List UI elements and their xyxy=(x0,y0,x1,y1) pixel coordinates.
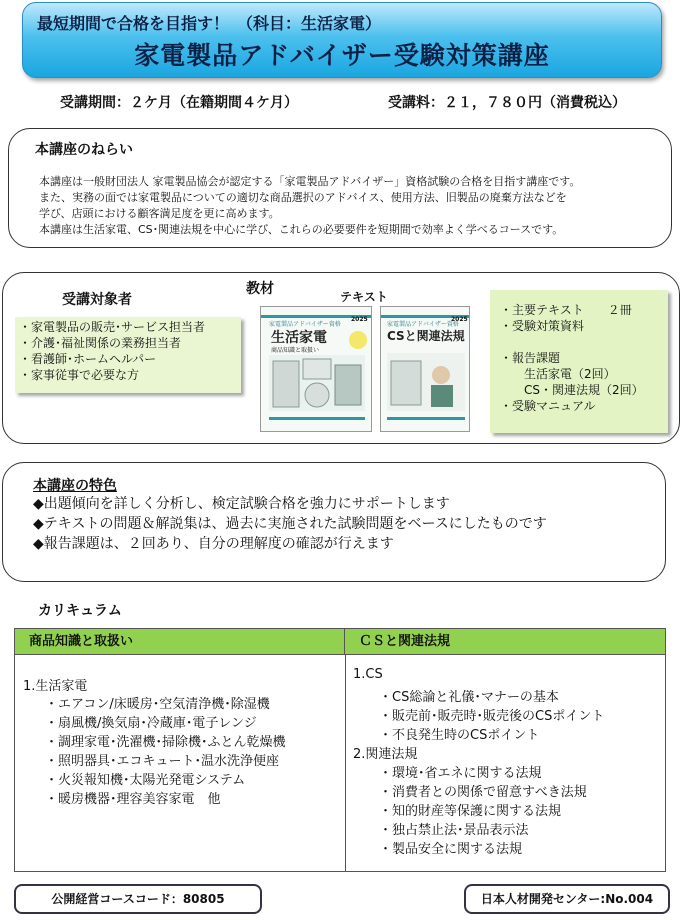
curriculum-item: ・製品安全に関する法規 xyxy=(379,842,523,857)
curriculum-heading: カリキュラム xyxy=(38,603,122,619)
book-series: 家電製品アドバイザー資格 xyxy=(387,321,459,328)
aim-line: 本講座は一般財団法人 家電製品協会が認定する「家電製品アドバイザー」資格試験の合格を目指す講座です。 xyxy=(39,175,581,188)
curriculum-item: ・知的財産等保護に関する法規 xyxy=(379,804,562,819)
curriculum-item: ・販売前･販売時･販売後のCSポイント xyxy=(379,709,605,724)
book-title: 生活家電 xyxy=(271,330,327,346)
period-info: 受講期間：２ケ月（在籍期間４ケ月） xyxy=(60,95,298,111)
course-title: 家電製品アドバイザー受験対策講座 xyxy=(134,41,550,70)
left-column-header: 商品知識と取扱い xyxy=(15,629,345,655)
curriculum-item: ・独占禁止法･景品表示法 xyxy=(379,823,529,838)
curriculum-item: ・環境･省エネに関する法規 xyxy=(379,766,542,781)
appliance-photo-icon xyxy=(269,355,365,411)
feature-item: ◆テキストの問題＆解説集は、過去に実施された試験問題をベースにしたものです xyxy=(33,516,547,532)
book-year: 2025 xyxy=(351,316,368,323)
curriculum-table xyxy=(14,628,666,872)
list-item: ・受験対策資料 xyxy=(500,319,585,333)
right-column-header: ＣＳと関連法規 xyxy=(345,629,665,655)
text-label: テキスト xyxy=(340,290,388,304)
target-heading: 受講対象者 xyxy=(62,292,132,308)
curriculum-item: ・消費者との関係で留意すべき法規 xyxy=(379,785,587,800)
list-item: ・介護･福祉関係の業務担当者 xyxy=(19,336,182,350)
list-item: ・家事従事で必要な方 xyxy=(19,368,140,382)
aim-line: また、実務の面では家電製品についての適切な商品選択のアドバイス、使用方法、旧製品の廃棄方法などを xyxy=(39,191,567,204)
aim-line: 本講座は生活家電、CS･関連法規を中心に学び、これらの必要要件を短期間で効率よく学べるコースです。 xyxy=(39,223,564,236)
target-list xyxy=(15,317,241,393)
curriculum-item: ・エアコン/床暖房･空気清浄機･除湿機 xyxy=(45,697,270,712)
materials-list xyxy=(490,290,668,433)
banner-subtitle: 最短期間で合格を目指す！ （科目：生活家電） xyxy=(37,14,382,33)
list-item: CS・関連法規（2回） xyxy=(500,383,644,397)
course-code-badge: 公開経営コースコード：80805 xyxy=(14,884,262,914)
curriculum-item: ・扇風機/換気扇･冷蔵庫･電子レンジ xyxy=(45,716,257,731)
book-series: 家電製品アドバイザー資格 xyxy=(269,321,341,328)
curriculum-item: ・調理家電･洗濯機･掃除機･ふとん乾燥機 xyxy=(45,735,286,750)
list-item: ・主要テキスト ２冊 xyxy=(500,303,632,317)
curriculum-item: ・火災報知機･太陽光発電システム xyxy=(45,773,246,788)
book-title: CSと関連法規 xyxy=(387,329,465,343)
curriculum-item: 2.関連法規 xyxy=(353,747,418,762)
curriculum-item: ・暖房機器･理容美容家電 他 xyxy=(45,792,221,807)
list-item: 生活家電（2回） xyxy=(500,367,616,381)
list-item: ・受験マニュアル xyxy=(500,399,596,413)
list-item: ・看護師･ホームヘルパー xyxy=(19,352,157,366)
curriculum-item: 1.生活家電 xyxy=(23,679,88,694)
store-photo-icon xyxy=(387,353,465,411)
title-banner xyxy=(22,2,662,78)
textbook-cover-cs xyxy=(380,306,470,432)
column-divider xyxy=(345,655,346,871)
center-number-badge: 日本人材開発センター:No.004 xyxy=(464,884,670,914)
textbook-cover-appliances xyxy=(260,306,372,432)
fee-info: 受講料：２１，７８０円（消費税込） xyxy=(388,95,626,111)
curriculum-item: ・不良発生時のCSポイント xyxy=(379,728,540,743)
book-subtitle: 商品知識と取扱い xyxy=(271,347,320,354)
curriculum-item: ・照明器具･エコキュート･温水洗浄便座 xyxy=(45,754,280,769)
curriculum-item: ・CS総論と礼儀･マナーの基本 xyxy=(379,690,559,705)
list-item xyxy=(500,334,658,350)
badge-icon xyxy=(349,331,367,349)
materials-heading: 教材 xyxy=(246,281,274,297)
aim-line: 学び、店頭における顧客満足度を更に高めます。 xyxy=(39,207,280,220)
feature-item: ◆出題傾向を詳しく分析し、検定試験合格を強力にサポートします xyxy=(33,496,450,512)
aim-heading: 本講座のねらい xyxy=(35,142,133,158)
list-item: ・報告課題 xyxy=(500,351,561,365)
feature-item: ◆報告課題は、２回あり、自分の理解度の確認が行えます xyxy=(33,536,394,552)
curriculum-item: 1.CS xyxy=(353,667,383,682)
features-section xyxy=(2,462,666,582)
aim-section xyxy=(8,128,672,248)
list-item: ・家電製品の販売･サービス担当者 xyxy=(19,320,206,334)
features-heading: 本講座の特色 xyxy=(33,478,117,494)
book-year: 2025 xyxy=(451,316,468,323)
